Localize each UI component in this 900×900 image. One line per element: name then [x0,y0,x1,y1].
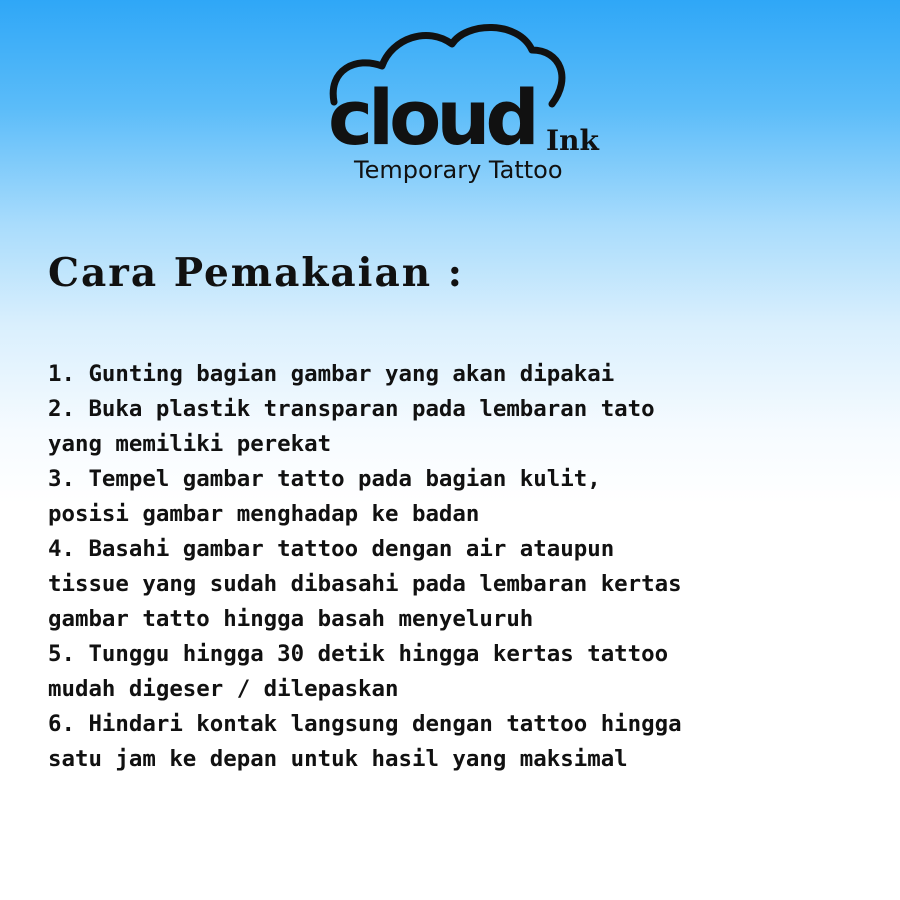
cloud-ink-logo [320,22,630,192]
instruction-step-5: 5. Tunggu hingga 30 detik hingga kertas tattoo mudah digeser / dilepaskan [48,641,669,702]
logo-brand-text: cloud [328,73,535,162]
instruction-step-2: 2. Buka plastik transparan pada lembaran tato yang memiliki perekat [48,396,655,457]
instruction-step-6: 6. Hindari kontak langsung dengan tattoo hingga satu jam ke depan untuk hasil yang maksimal [48,711,682,772]
logo-tagline-text: Temporary Tattoo [354,156,563,184]
instruction-list [48,357,888,777]
logo-suffix-text: Ink [546,124,599,157]
page-title: Cara Pemakaian : [48,250,465,296]
instruction-step-4: 4. Basahi gambar tattoo dengan air ataupun tissue yang sudah dibasahi pada lembaran kertas gambar tatto hingga basah menyeluruh [48,536,682,632]
instruction-step-3: 3. Tempel gambar tatto pada bagian kulit, posisi gambar menghadap ke badan [48,466,601,527]
instruction-step-1: 1. Gunting bagian gambar yang akan dipakai [48,361,615,387]
cloud-logo-icon [320,22,630,192]
